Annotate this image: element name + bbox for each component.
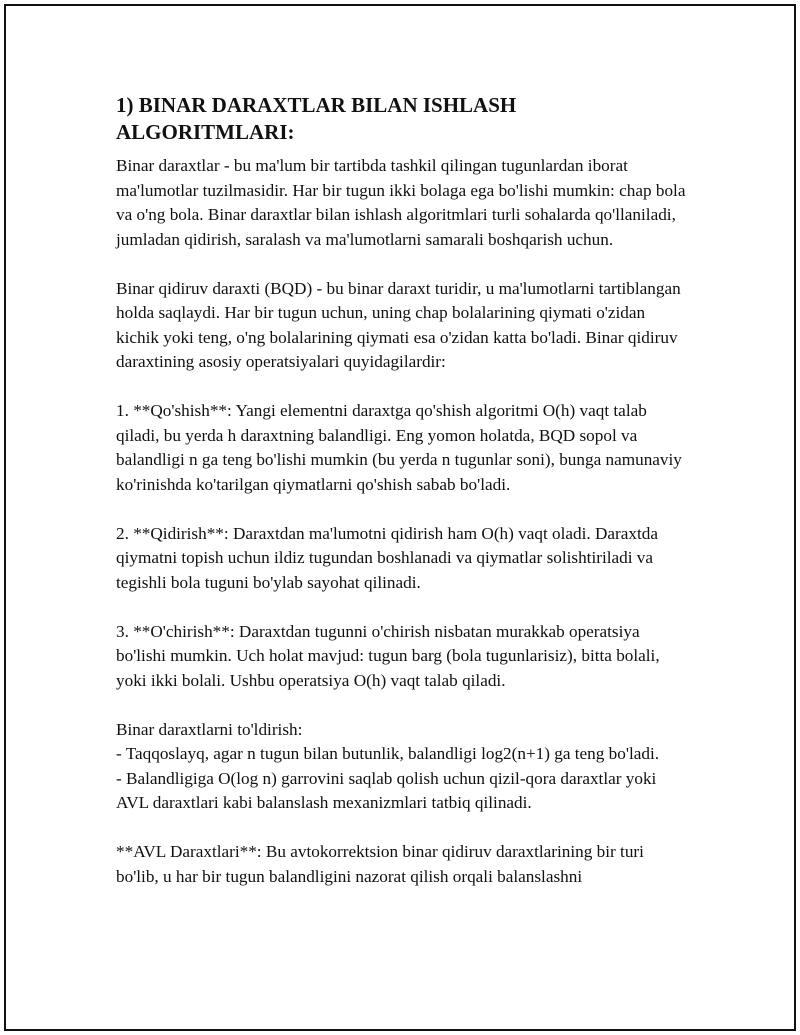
paragraph-delete: 3. **O'chirish**: Daraxtdan tugunni o'chirish nisbatan murakkab operatsiya bo'lishi mumkin. Uch holat mavjud: tugun barg (bola tugunlarisiz), bitta bolali, yoki ikki bolali. Ushbu operatsiya O(h) vaqt talab qiladi. [116, 621, 660, 690]
paragraph-intro: Binar daraxtlar - bu ma'lum bir tartibda tashkil qilingan tugunlardan iborat ma'lumotlar tuzilmasidir. Har bir tugun ikki bolaga ega bo'lishi mumkin: chap bola va o'ng bola. Binar daraxtlar bilan ishlash algoritmlari turli sohalarda qo'llaniladi, jumladan qidirish, saralash va ma'lumotlarni samarali boshqarish uchun. [116, 156, 686, 249]
document-body [116, 92, 686, 914]
paragraph-bqd: Binar qidiruv daraxti (BQD) - bu binar daraxt turidir, u ma'lumotlarni tartiblangan holda saqlaydi. Har bir tugun uchun, uning chap bolalarining qiymati o'zidan kichik yoki teng, o'ng bolalarining qiymati esa o'zidan katta bo'ladi. Binar qidiruv daraxtining asosiy operatsiyalari quyidagilardir: [116, 278, 681, 371]
paragraph-insert: 1. **Qo'shish**: Yangi elementni daraxtga qo'shish algoritmi O(h) vaqt talab qiladi, bu yerda h daraxtning balandligi. Eng yomon holatda, BQD sopol va balandligi n ga teng bo'lishi mumkin (bu yerda n tugunlar soni), bunga namunaviy ko'rinishda ko'tarilgan qiymatlarni qo'shish sabab bo'ladi. [116, 401, 682, 494]
paragraph-avl: **AVL Daraxtlari**: Bu avtokorrektsion binar qidiruv daraxtlarining bir turi bo'lib, u har bir tugun balandligini nazorat qilish orqali balanslashni [116, 842, 644, 886]
paragraph-filling: Binar daraxtlarni to'ldirish: - Taqqoslayq, agar n tugun bilan butunlik, balandligi log2(n+1) ga teng bo'ladi. - Balandligiga O(log n) garrovini saqlab qolish uchun qizil-qora daraxtlar yoki AVL daraxtlari kabi balanslash mexanizmlari tatbiq qilinadi. [116, 719, 660, 812]
paragraph-search: 2. **Qidirish**: Daraxtdan ma'lumotni qidirish ham O(h) vaqt oladi. Daraxtda qiymatni topish uchun ildiz tugundan boshlanadi va qiymatlar solishtiriladi va tegishli bola tuguni bo'ylab sayohat qilinadi. [116, 523, 659, 592]
document-title: 1) BINAR DARAXTLAR BILAN ISHLASH ALGORITMLARI: [116, 93, 517, 144]
